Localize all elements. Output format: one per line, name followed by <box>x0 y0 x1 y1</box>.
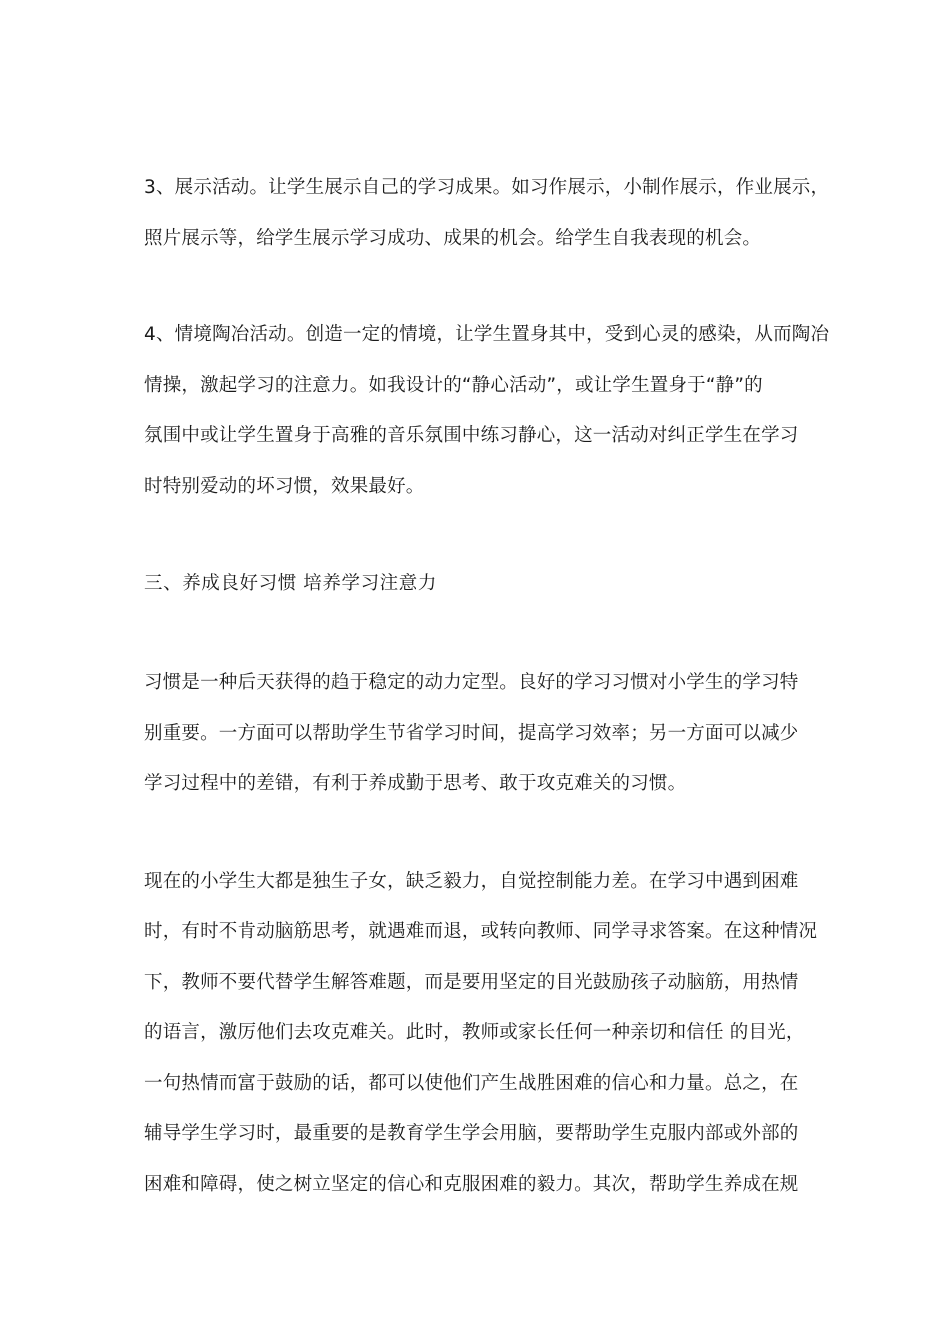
paragraph-2-line-1: 4、情境陶冶活动。创造一定的情境，让学生置身其中，受到心灵的感染，从而陶冶 <box>144 324 830 345</box>
paragraph-3-line-2: 别重要。一方面可以帮助学生节省学习时间，提高学习效率；另一方面可以减少 <box>144 723 799 744</box>
paragraph-4-line-5: 一句热情而富于鼓励的话，都可以使他们产生战胜困难的信心和力量。总之，在 <box>144 1073 799 1094</box>
paragraph-1-line-1: 3、展示活动。让学生展示自己的学习成果。如习作展示，小制作展示，作业展示， <box>144 177 830 198</box>
paragraph-3-line-3: 学习过程中的差错，有利于养成勤于思考、敢于攻克难关的习惯。 <box>144 773 687 794</box>
paragraph-4-line-1: 现在的小学生大都是独生子女，缺乏毅力，自觉控制能力差。在学习中遇到困难 <box>144 871 799 892</box>
paragraph-4-line-6: 辅导学生学习时，最重要的是教育学生学会用脑，要帮助学生克服内部或外部的 <box>144 1123 799 1144</box>
paragraph-4-line-7: 困难和障碍，使之树立坚定的信心和克服困难的毅力。其次，帮助学生养成在规 <box>144 1174 799 1195</box>
paragraph-1-line-2: 照片展示等，给学生展示学习成功、成果的机会。给学生自我表现的机会。 <box>144 228 762 249</box>
section-heading: 三、养成良好习惯 培养学习注意力 <box>144 573 437 594</box>
paragraph-3-line-1: 习惯是一种后天获得的趋于稳定的动力定型。良好的学习习惯对小学生的学习特 <box>144 672 799 693</box>
paragraph-4-line-3: 下，教师不要代替学生解答难题，而是要用坚定的目光鼓励孩子动脑筋，用热情 <box>144 972 799 993</box>
paragraph-2-line-4: 时特别爱动的坏习惯，效果最好。 <box>144 476 425 497</box>
paragraph-2-line-3: 氛围中或让学生置身于高雅的音乐氛围中练习静心，这一活动对纠正学生在学习 <box>144 425 799 446</box>
paragraph-2-line-2: 情操，激起学习的注意力。如我设计的“静心活动”，或让学生置身于“静”的 <box>144 375 763 396</box>
paragraph-4-line-2: 时，有时不肯动脑筋思考，就遇难而退，或转向教师、同学寻求答案。在这种情况 <box>144 921 818 942</box>
paragraph-4-line-4: 的语言，激厉他们去攻克难关。此时，教师或家长任何一种亲切和信任 的目光， <box>144 1022 805 1043</box>
